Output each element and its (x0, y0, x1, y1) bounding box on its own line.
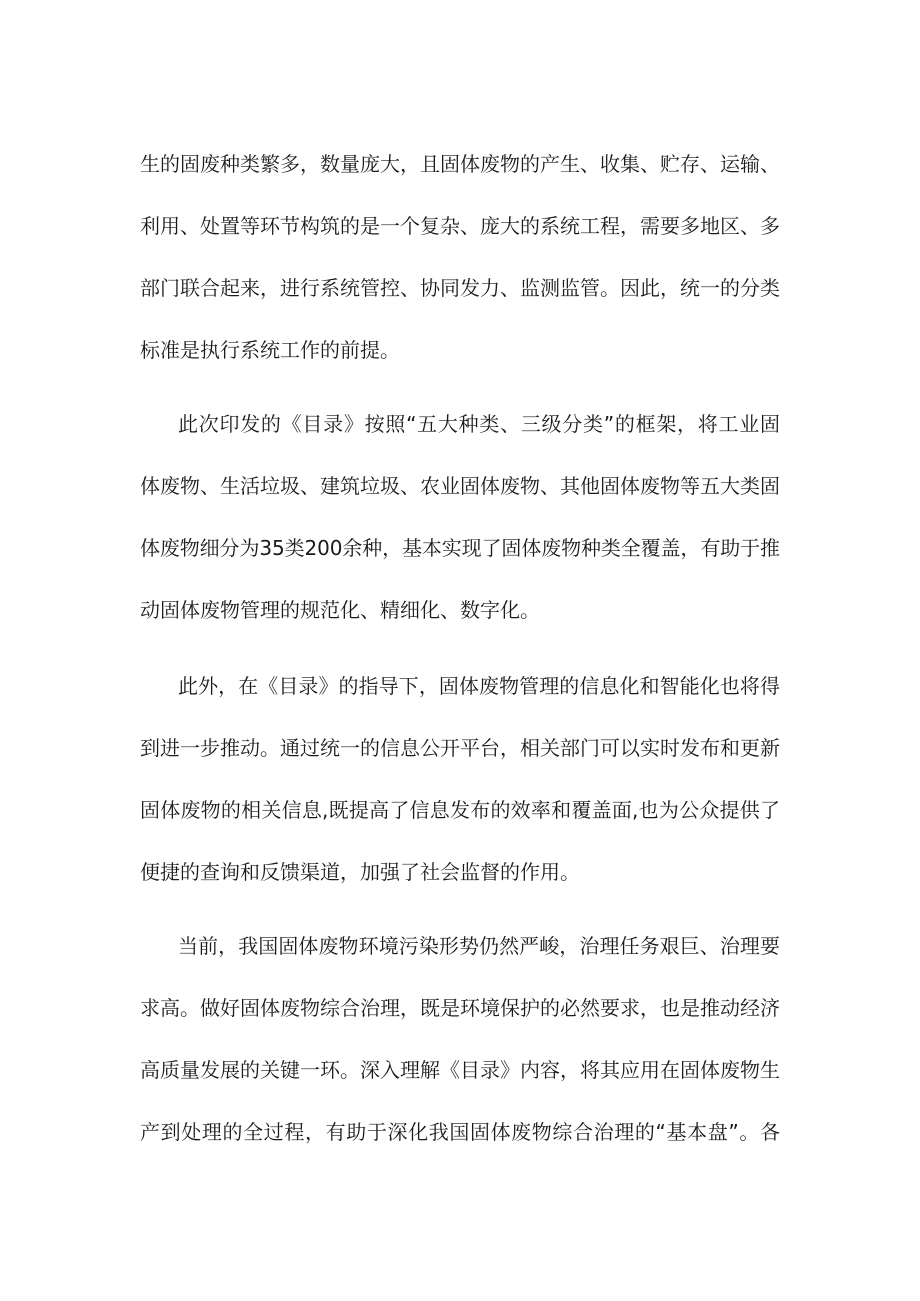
paragraph-1-line-2: 利用、处置等环节构筑的是一个复杂、庞大的系统工程，需要多地区、多 (140, 214, 780, 238)
paragraph-4-line-4: 产到处理的全过程，有助于深化我国固体废物综合治理的“基本盘”。各 (140, 1120, 781, 1144)
paragraph-2-line-4: 动固体废物管理的规范化、精细化、数字化。 (140, 598, 540, 622)
paragraph-4-line-2: 求高。做好固体废物综合治理，既是环境保护的必然要求，也是推动经济 (140, 996, 780, 1020)
paragraph-3-line-4: 便捷的查询和反馈渠道，加强了社会监督的作用。 (140, 860, 580, 884)
paragraph-1-line-3: 部门联合起来，进行系统管控、协同发力、监测监管。因此，统一的分类 (140, 276, 780, 300)
paragraph-3-line-3: 固体废物的相关信息,既提高了信息发布的效率和覆盖面,也为公众提供了 (140, 798, 781, 822)
paragraph-3-line-1: 此外，在《目录》的指导下，固体废物管理的信息化和智能化也将得 (178, 674, 781, 698)
paragraph-3-line-2: 到进一步推动。通过统一的信息公开平台，相关部门可以实时发布和更新 (140, 736, 780, 760)
paragraph-1-line-1: 生的固废种类繁多，数量庞大，且固体废物的产生、收集、贮存、运输、 (140, 152, 780, 176)
paragraph-4-line-3: 高质量发展的关键一环。深入理解《目录》内容，将其应用在固体废物生 (140, 1058, 780, 1082)
paragraph-1-line-4: 标准是执行系统工作的前提。 (140, 338, 400, 362)
paragraph-2-line-1: 此次印发的《目录》按照“五大种类、三级分类”的框架，将工业固 (178, 412, 781, 436)
paragraph-2-line-3: 体废物细分为35类200余种，基本实现了固体废物种类全覆盖，有助于推 (140, 536, 780, 560)
paragraph-4-line-1: 当前，我国固体废物环境污染形势仍然严峻，治理任务艰巨、治理要 (178, 934, 781, 958)
paragraph-2-line-2: 体废物、生活垃圾、建筑垃圾、农业固体废物、其他固体废物等五大类固 (140, 474, 780, 498)
